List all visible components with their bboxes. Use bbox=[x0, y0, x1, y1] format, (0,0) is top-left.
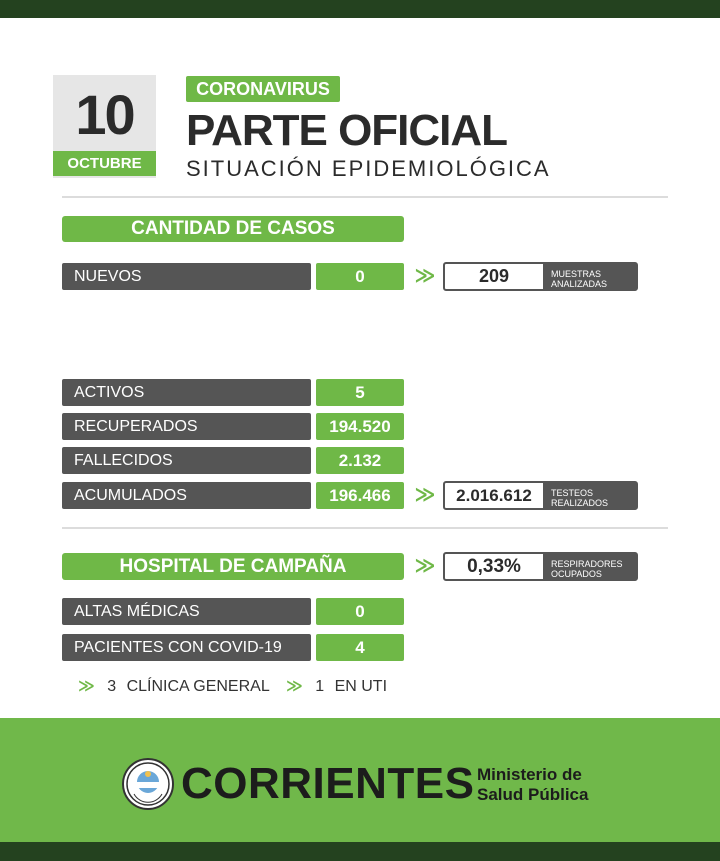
nuevos-value: 0 bbox=[316, 263, 404, 290]
acumulados-value: 196.466 bbox=[316, 482, 404, 509]
uti-count: 1 bbox=[315, 678, 325, 695]
ministry-name bbox=[477, 765, 588, 805]
respiradores-caption-line1: RESPIRADORES bbox=[551, 559, 623, 569]
testeos-caption-line1: TESTEOS bbox=[551, 488, 594, 498]
fallecidos-label: FALLECIDOS bbox=[62, 447, 311, 474]
pacientes-value: 4 bbox=[316, 634, 404, 661]
muestras-value: 209 bbox=[478, 266, 510, 286]
uti-note bbox=[286, 676, 387, 698]
respiradores-caption-line2: OCUPADOS bbox=[551, 569, 602, 579]
page-subtitle: SITUACIÓN EPIDEMIOLÓGICA bbox=[186, 156, 551, 181]
pacientes-label: PACIENTES CON COVID-19 bbox=[62, 634, 311, 661]
uti-label: EN UTI bbox=[334, 678, 388, 695]
clinica-count: 3 bbox=[107, 678, 117, 695]
top-bar bbox=[0, 0, 720, 18]
chevron-right-icon: ≫ bbox=[414, 555, 436, 577]
respiradores-value: 0,33% bbox=[467, 556, 521, 577]
testeos-caption bbox=[543, 483, 636, 508]
hospital-heading: HOSPITAL DE CAMPAÑA bbox=[62, 553, 404, 580]
coronavirus-tag: CORONAVIRUS bbox=[186, 76, 340, 102]
muestras-stat bbox=[443, 262, 638, 291]
respiradores-caption bbox=[543, 554, 636, 579]
altas-value: 0 bbox=[316, 598, 404, 625]
testeos-caption-line2: REALIZADOS bbox=[551, 498, 609, 508]
muestras-caption-line2: ANALIZADAS bbox=[551, 279, 608, 289]
brand-name: CORRIENTES bbox=[181, 759, 475, 808]
recuperados-value: 194.520 bbox=[316, 413, 404, 440]
date-day: 10 bbox=[75, 83, 134, 146]
seal-graphic bbox=[124, 760, 172, 808]
ministry-line1: Ministerio de bbox=[477, 765, 582, 784]
muestras-caption-line1: MUESTRAS bbox=[551, 269, 602, 279]
testeos-stat bbox=[443, 481, 638, 510]
ministry-line2: Salud Pública bbox=[477, 785, 589, 804]
activos-value: 5 bbox=[316, 379, 404, 406]
activos-label: ACTIVOS bbox=[62, 379, 311, 406]
acumulados-label: ACUMULADOS bbox=[62, 482, 311, 509]
recuperados-label: RECUPERADOS bbox=[62, 413, 311, 440]
cases-heading: CANTIDAD DE CASOS bbox=[62, 216, 404, 242]
date-month: OCTUBRE bbox=[53, 151, 156, 176]
chevron-right-icon: ≫ bbox=[286, 678, 303, 695]
nuevos-label: NUEVOS bbox=[62, 263, 311, 290]
chevron-right-icon: ≫ bbox=[78, 678, 95, 695]
divider bbox=[62, 196, 668, 198]
fallecidos-value: 2.132 bbox=[316, 447, 404, 474]
muestras-caption bbox=[543, 264, 636, 289]
divider bbox=[62, 527, 668, 529]
bottom-bar bbox=[0, 842, 720, 861]
chevron-right-icon: ≫ bbox=[414, 265, 436, 287]
testeos-value: 2.016.612 bbox=[456, 486, 532, 505]
altas-label: ALTAS MÉDICAS bbox=[62, 598, 311, 625]
page-title: PARTE OFICIAL bbox=[186, 106, 508, 155]
chevron-right-icon: ≫ bbox=[414, 484, 436, 506]
clinica-note bbox=[78, 676, 270, 698]
province-seal-icon bbox=[122, 758, 174, 810]
clinica-label: CLÍNICA GENERAL bbox=[126, 678, 270, 695]
respiradores-stat bbox=[443, 552, 638, 581]
